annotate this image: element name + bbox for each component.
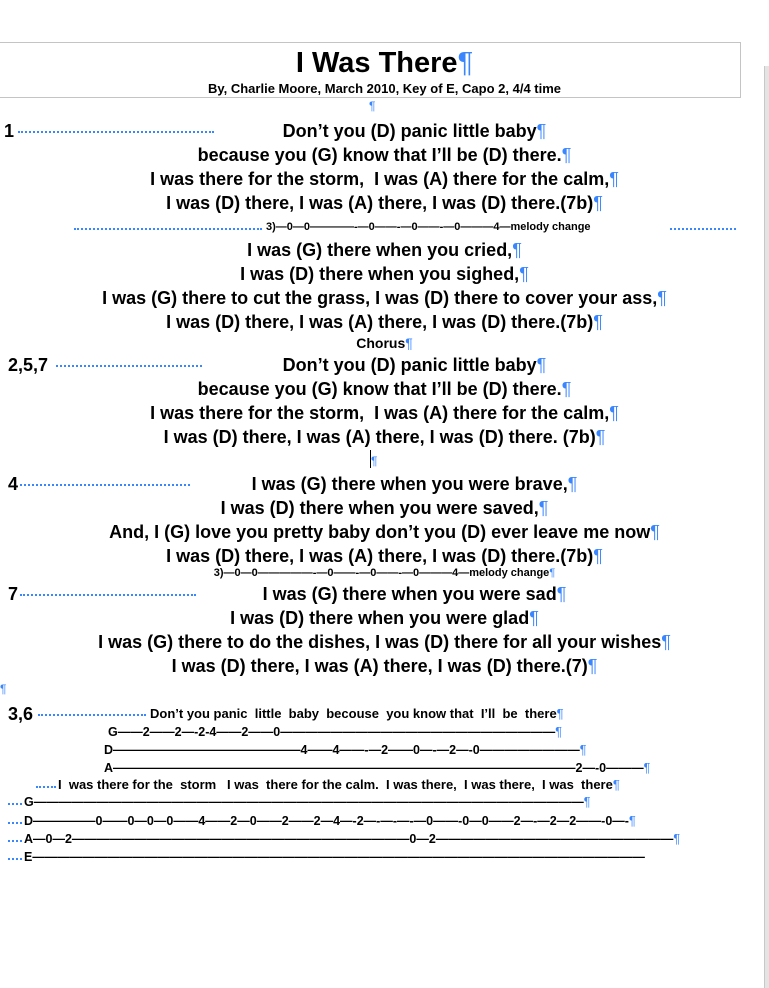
empty-paragraph-mark: ¶	[0, 682, 7, 696]
song-subtitle: By, Charlie Moore, March 2010, Key of E, Capo 2, 4/4 time	[207, 81, 562, 96]
melody-change-tab: 3)—0—0—————-—0——-—0——-—0———4—melody change¶	[213, 567, 556, 579]
tab-string-d: D—————0——0—0—0——4——2—0——2——2—4—-2—-—-—-—0——-0—0——2—-—2—2——-0—-¶	[24, 814, 636, 828]
lyric-line: I was there for the storm, I was (A) there for the calm,¶	[150, 169, 619, 189]
melody-change-tab: 3)—0—0————-—0——-—0——-—0———4—melody change	[266, 221, 591, 233]
tab-string-g: G————————————————————————————————————————————¶	[24, 795, 591, 809]
verse-number-7: 7	[8, 584, 19, 604]
tab-string-d: D———————————————4——4——-—2——0—-—2—-0————————¶	[104, 743, 587, 757]
tab-string-e: E—————————————————————————————————————————————————	[24, 850, 645, 864]
lyric-line: I was (G) there to do the dishes, I was (D) there for all your wishes¶	[98, 632, 671, 652]
lyric-line: Don’t you (D) panic little baby¶	[282, 355, 547, 375]
tab-lyric-line: I was there for the storm I was there for the calm. I was there, I was there, I was there¶	[58, 777, 620, 792]
lyric-line: because you (G) know that I’ll be (D) there.¶	[197, 379, 572, 399]
verse-number-chorus: 2,5,7	[8, 355, 49, 375]
verse-number-1: 1	[4, 121, 15, 141]
lyric-line: because you (G) know that I’ll be (D) there.¶	[197, 145, 572, 165]
lyric-line: I was there for the storm, I was (A) there for the calm,¶	[150, 403, 619, 423]
lyric-line: I was (D) there, I was (A) there, I was (D) there.(7b)¶	[166, 193, 603, 213]
tab-lyric-line: Don’t you panic little baby becouse you know that I’ll be there¶	[150, 706, 564, 721]
tab-leader	[36, 786, 56, 788]
lyric-line: And, I (G) love you pretty baby don’t you (D) ever leave me now¶	[109, 522, 660, 542]
empty-paragraph-mark: ¶	[369, 99, 376, 113]
lyric-line: Don’t you (D) panic little baby¶	[282, 121, 547, 141]
tab-string-a: A—0—2———————————————————————————0—2———————————————————¶	[24, 832, 681, 846]
lyric-line: I was (G) there when you cried,¶	[247, 240, 522, 260]
tab-string-g: G——2——2—-2-4——2——0——————————————————————¶	[108, 725, 562, 739]
tab-leader	[8, 822, 22, 824]
lyric-line: I was (D) there, I was (A) there, I was (D) there.(7)¶	[171, 656, 598, 676]
tab-leader	[8, 840, 22, 842]
lyric-line: I was (D) there, I was (A) there, I was (D) there. (7b)¶	[163, 427, 606, 447]
lyric-line: I was (G) there when you were brave,¶	[251, 474, 578, 494]
tab-leader	[670, 228, 736, 230]
tab-leader	[8, 803, 22, 805]
tab-leader	[74, 228, 262, 230]
lyric-line: I was (D) there when you were saved,¶	[220, 498, 549, 518]
lyric-line: I was (G) there when you were sad¶	[262, 584, 567, 604]
lyric-line: I was (D) there when you sighed,¶	[240, 264, 529, 284]
verse-number-4: 4	[8, 474, 19, 494]
lyric-line: I was (D) there, I was (A) there, I was (D) there.(7b)¶	[166, 546, 603, 566]
lyric-line: I was (D) there, I was (A) there, I was (D) there.(7b)¶	[166, 312, 603, 332]
lyric-line: I was (D) there when you were glad¶	[230, 608, 539, 628]
tab-string-a: A—————————————————————————————————————2—-0———¶	[104, 761, 651, 775]
tab-leader	[38, 714, 146, 716]
empty-paragraph-mark: ¶	[371, 454, 378, 468]
lyric-line: I was (G) there to cut the grass, I was (D) there to cover your ass,¶	[102, 288, 667, 308]
chorus-label: Chorus¶	[356, 335, 413, 351]
song-title: I Was There¶	[295, 47, 474, 79]
verse-number-tab: 3,6	[8, 704, 34, 724]
tab-leader	[8, 858, 22, 860]
